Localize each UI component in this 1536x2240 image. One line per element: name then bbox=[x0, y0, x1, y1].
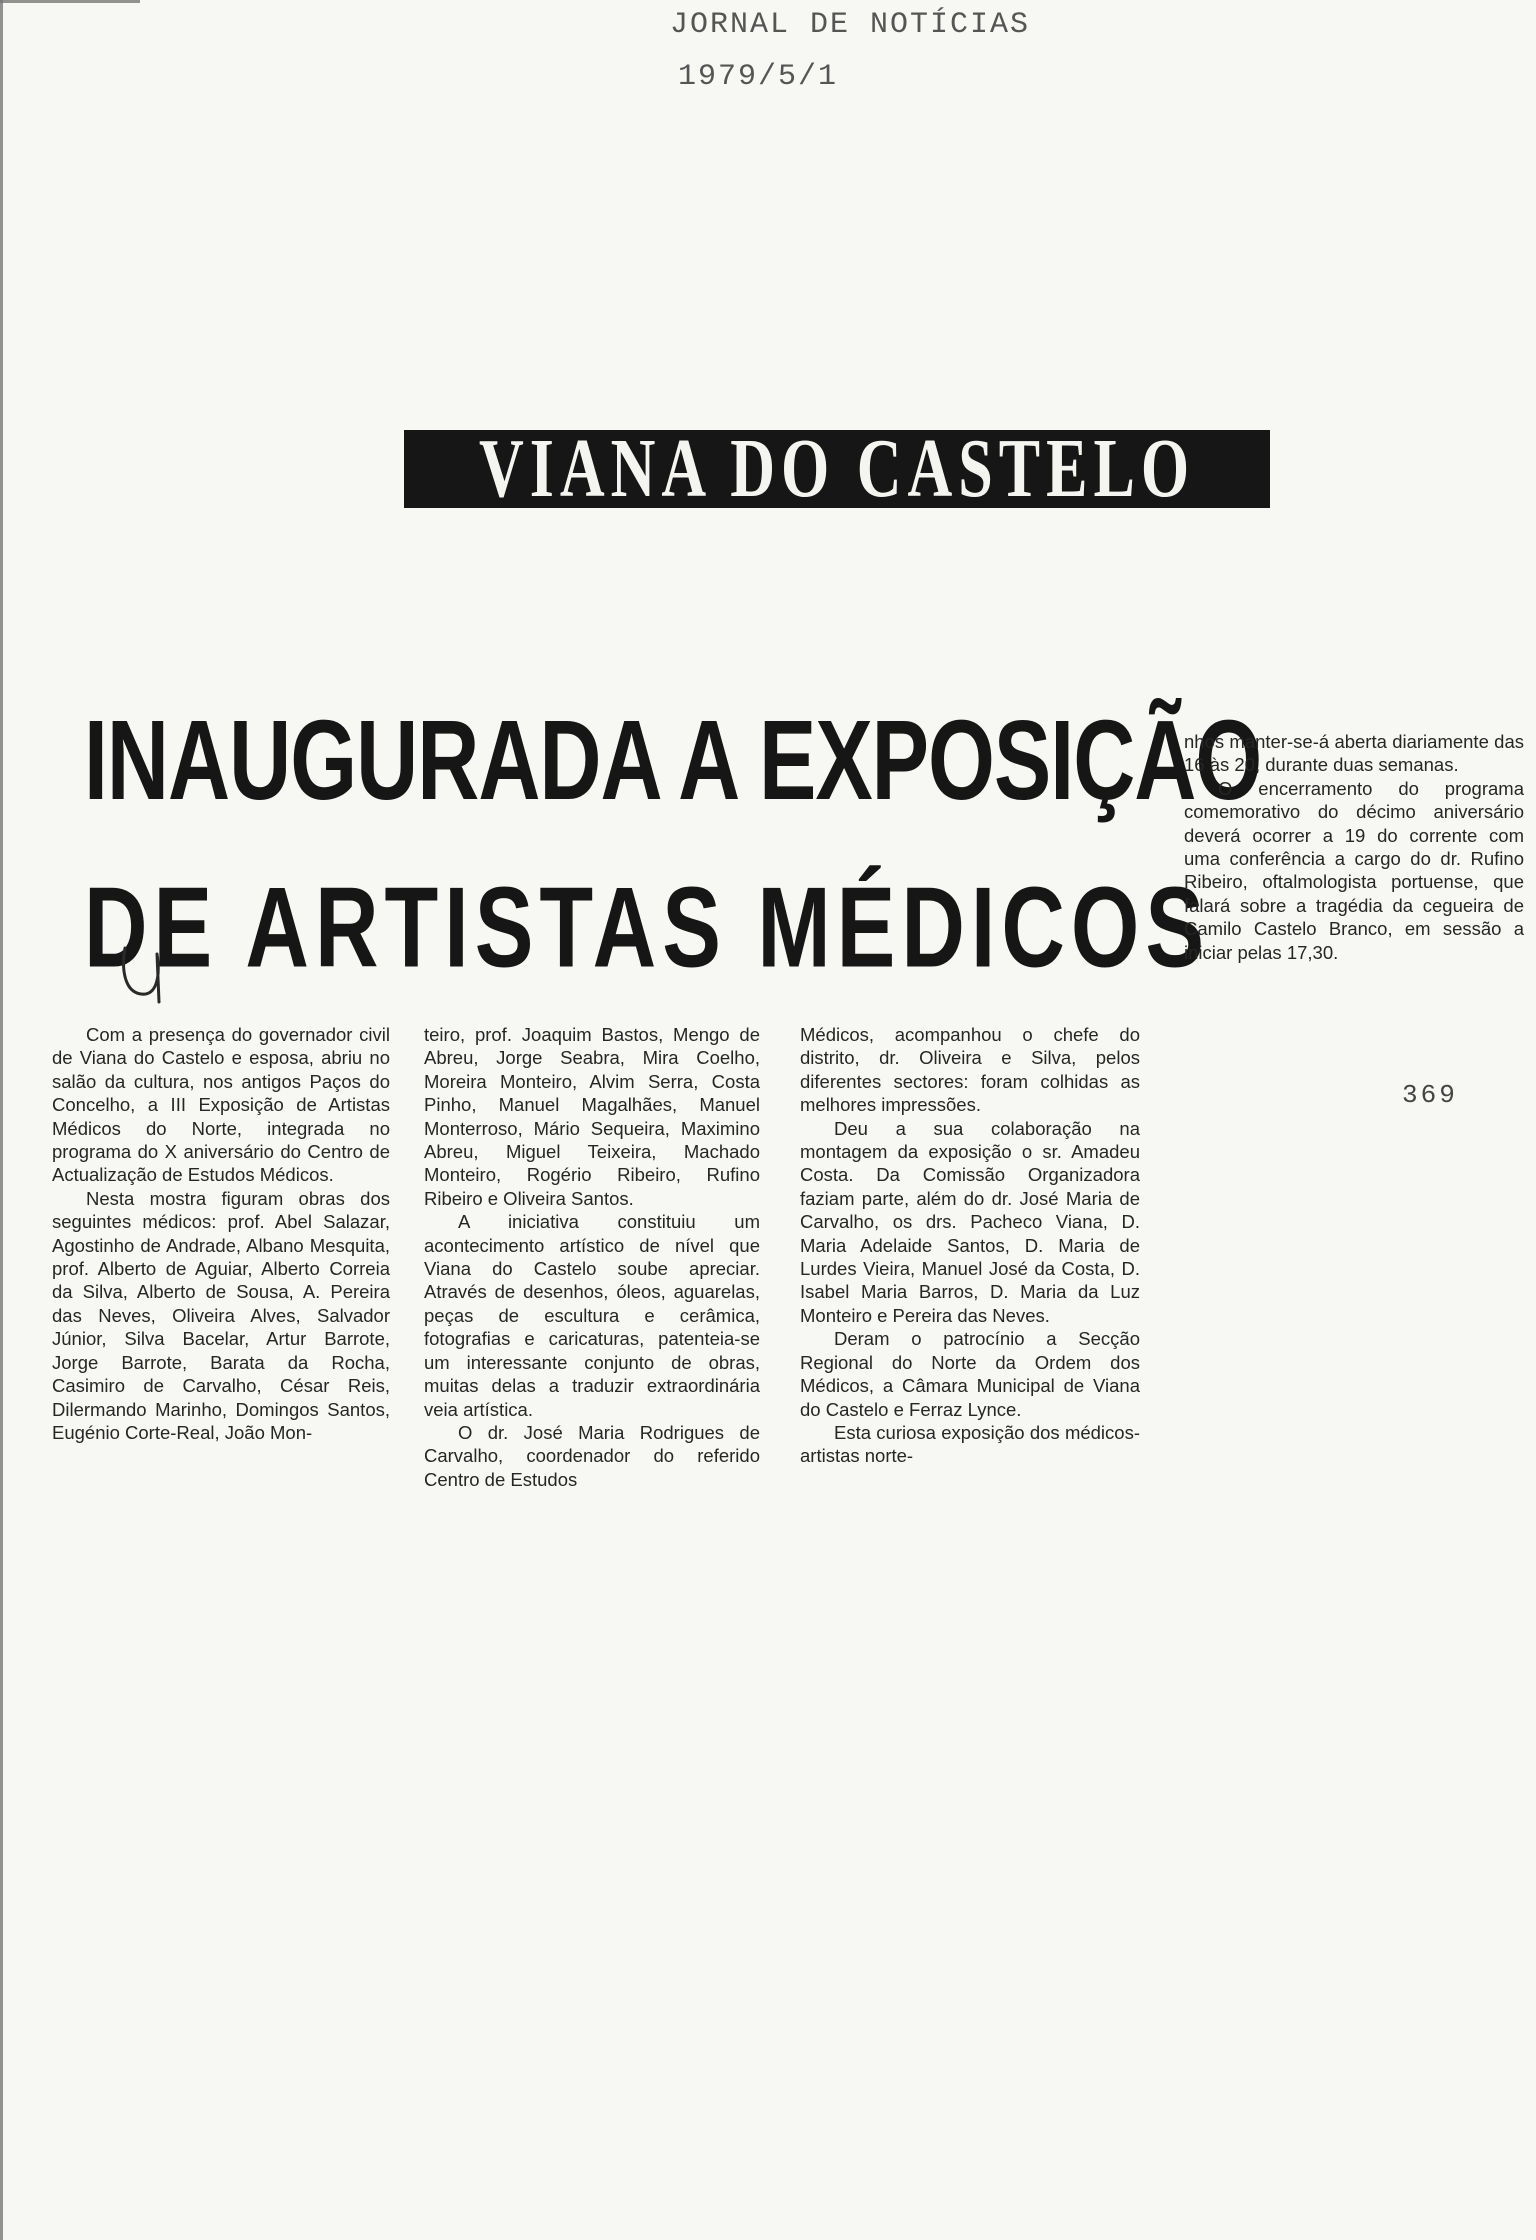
article-column-2 bbox=[424, 1023, 760, 1623]
paragraph: nhos manter-se-á aberta diariamente das 16 às 20, durante duas semanas. bbox=[1184, 731, 1524, 776]
paragraph: Nesta mostra figuram obras dos seguintes médicos: prof. Abel Salazar, Agostinho de Andrade, Albano Mesquita, prof. Alberto de Aguiar, Alberto Correia da Silva, Alberto de Sousa, A. Pereira das Neves, Oliveira Alves, Salvador Júnior, Silva Bacelar, Artur Barrote, Jorge Barrote, Barata da Rocha, Casimiro de Carvalho, César Reis, Dilermando Marinho, Domingos Santos, Eugénio Corte-Real, João Mon- bbox=[52, 1187, 390, 1443]
paragraph: Com a presença do governador civil de Viana do Castelo e esposa, abriu no salão da cultura, nos antigos Paços do Concelho, a III Exposição de Artistas Médicos do Norte, integrada no programa do X aniversário do Centro de Actualização de Estudos Médicos. bbox=[52, 1024, 390, 1186]
headline-line-1: INAUGURADA A EXPOSIÇÃO bbox=[84, 697, 1262, 824]
article-column-3 bbox=[800, 1023, 1140, 1623]
paragraph: teiro, prof. Joaquim Bastos, Mengo de Abreu, Jorge Seabra, Mira Coelho, Moreira Monteiro, Alvim Serra, Costa Pinho, Manuel Magalhães, Manuel Monterroso, Mário Sequeira, Maximino Abreu, Miguel Teixeira, Machado Monteiro, Rogério Ribeiro, Rufino Ribeiro e Oliveira Santos. bbox=[424, 1024, 760, 1209]
article-column-1 bbox=[52, 1023, 390, 1623]
paragraph: Esta curiosa exposição dos médicos-artistas norte- bbox=[800, 1421, 1140, 1467]
handwritten-mark-icon bbox=[117, 940, 177, 1010]
article-column-4 bbox=[1184, 730, 1524, 1060]
section-banner bbox=[404, 430, 1270, 508]
paragraph: Deram o patrocínio a Secção Regional do Norte da Ordem dos Médicos, a Câmara Municipal de Viana do Castelo e Ferraz Lynce. bbox=[800, 1328, 1140, 1420]
scan-top-edge bbox=[0, 0, 140, 3]
archive-stamp-newspaper: JORNAL DE NOTÍCIAS bbox=[670, 8, 1031, 42]
scan-edge bbox=[0, 0, 3, 2240]
paragraph: Médicos, acompanhou o chefe do distrito, dr. Oliveira e Silva, pelos diferentes sectores: foram colhidas as melhores impressões. bbox=[800, 1024, 1140, 1116]
paragraph: Deu a sua colaboração na montagem da exposição o sr. Amadeu Costa. Da Comissão Organizadora faziam parte, além do dr. José Maria de Carvalho, os drs. Pacheco Viana, D. Maria Adelaide Santos, D. Maria de Lurdes Vieira, Manuel José da Costa, D. Isabel Maria Barros, D. Maria da Luz Monteiro e Pereira das Neves. bbox=[800, 1117, 1140, 1326]
paragraph: O dr. José Maria Rodrigues de Carvalho, coordenador do referido Centro de Estudos bbox=[424, 1421, 760, 1490]
page-number: 369 bbox=[1402, 1080, 1458, 1110]
headline-line-2: DE ARTISTAS MÉDICOS bbox=[84, 862, 1211, 992]
paragraph: A iniciativa constituiu um acontecimento artístico de nível que Viana do Castelo soube apreciar. Através de desenhos, óleos, aguarelas, peças de escultura e cerâmica, fotografias e caricaturas, patenteia-se um interessante conjunto de obras, muitas delas a traduzir extraordinária veia artística. bbox=[424, 1211, 760, 1420]
section-title: VIANA DO CASTELO bbox=[478, 430, 1196, 508]
paragraph: O encerramento do programa comemorativo do décimo aniversário deverá ocorrer a 19 do corrente com uma conferência a cargo do dr. Rufino Ribeiro, oftalmologista portuense, que falará sobre a tragédia da cegueira de Camilo Castelo Branco, em sessão a iniciar pelas 17,30. bbox=[1184, 777, 1524, 963]
archive-stamp-date: 1979/5/1 bbox=[678, 60, 839, 94]
